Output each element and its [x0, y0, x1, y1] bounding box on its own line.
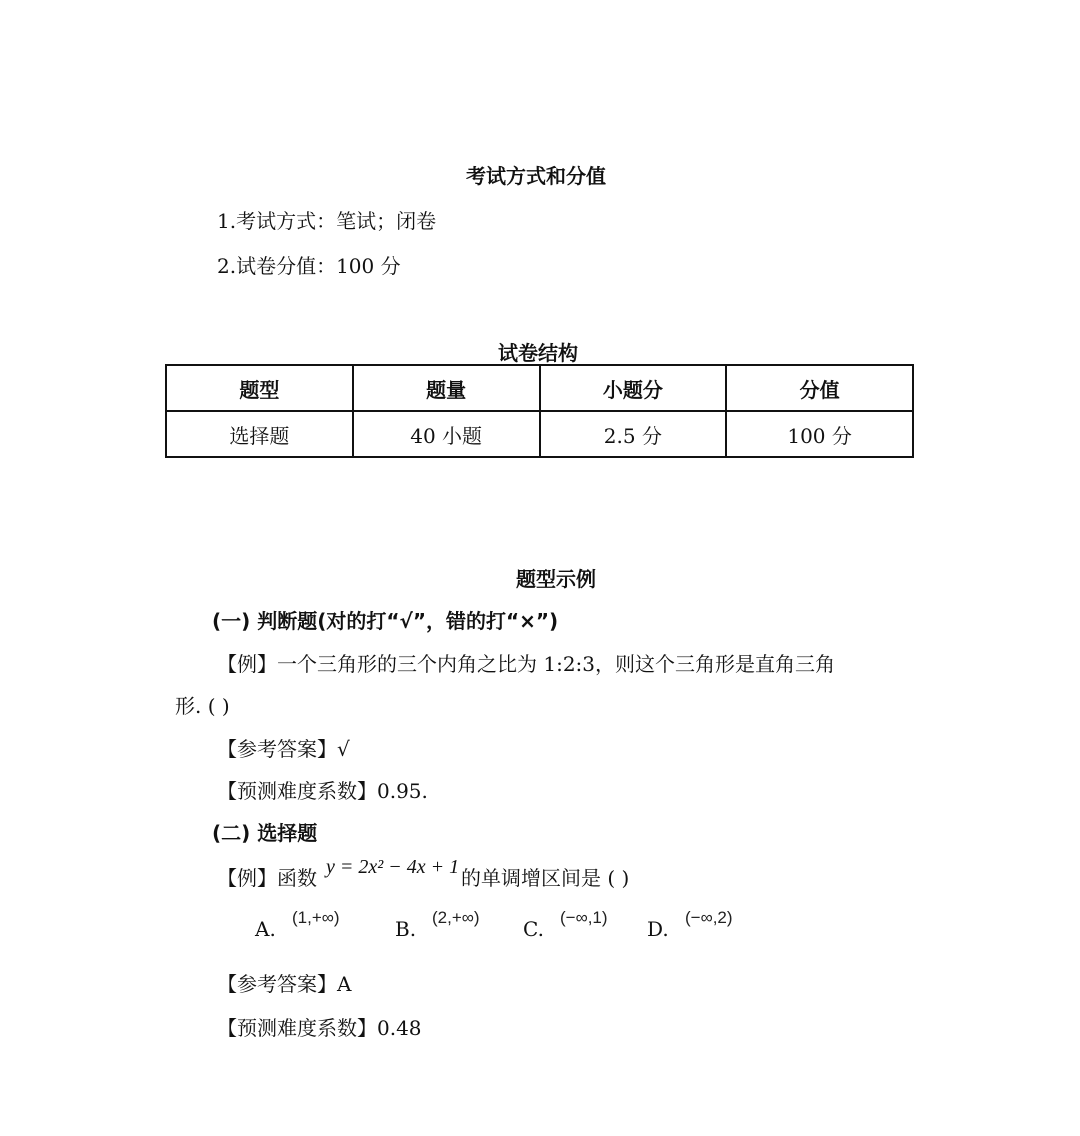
option-d-value: (−∞,2) [685, 908, 733, 927]
section1-answer: 【参考答案】√ [217, 737, 350, 761]
examples-title: 题型示例 [516, 567, 596, 591]
section2-answer: 【参考答案】A [217, 972, 352, 996]
table-cell: 2.5 分 [540, 411, 727, 457]
section1-heading: (一) 判断题(对的打“√”，错的打“×”) [212, 609, 559, 633]
section1-example-line2: 形. ( ) [175, 694, 230, 718]
section2-example-prefix: 【例】函数 [217, 866, 317, 890]
option-a-value: (1,+∞) [292, 908, 340, 927]
table-header-row [166, 365, 913, 411]
table-cell: 选择题 [166, 411, 353, 457]
option-c-value: (−∞,1) [560, 908, 608, 927]
section2-heading: (二) 选择题 [212, 821, 318, 845]
option-b-label: B. [395, 917, 417, 941]
exam-score-item: 2.试卷分值：100 分 [217, 254, 401, 278]
section1-example-line1: 【例】一个三角形的三个内角之比为 1:2:3，则这个三角形是直角三角 [217, 652, 836, 676]
function-formula: y = 2x² − 4x + 1 [326, 856, 460, 878]
structure-table [165, 364, 914, 458]
option-c-label: C. [523, 917, 544, 941]
table-cell: 40 小题 [353, 411, 540, 457]
table-cell: 100 分 [726, 411, 913, 457]
option-b-value: (2,+∞) [432, 908, 480, 927]
section1-difficulty: 【预测难度系数】0.95. [217, 779, 428, 803]
table-header-cell: 小题分 [540, 365, 727, 411]
section2-difficulty: 【预测难度系数】0.48 [217, 1016, 422, 1040]
section2-example-suffix: 的单调增区间是 ( ) [461, 866, 630, 890]
option-d-label: D. [647, 917, 669, 941]
structure-title: 试卷结构 [498, 341, 578, 365]
table-header-cell: 分值 [726, 365, 913, 411]
table-header-cell: 题型 [166, 365, 353, 411]
exam-method-item: 1.考试方式：笔试；闭卷 [217, 209, 437, 233]
exam-title: 考试方式和分值 [466, 164, 606, 188]
table-row [166, 411, 913, 457]
table-header-cell: 题量 [353, 365, 540, 411]
option-a-label: A. [255, 917, 276, 941]
